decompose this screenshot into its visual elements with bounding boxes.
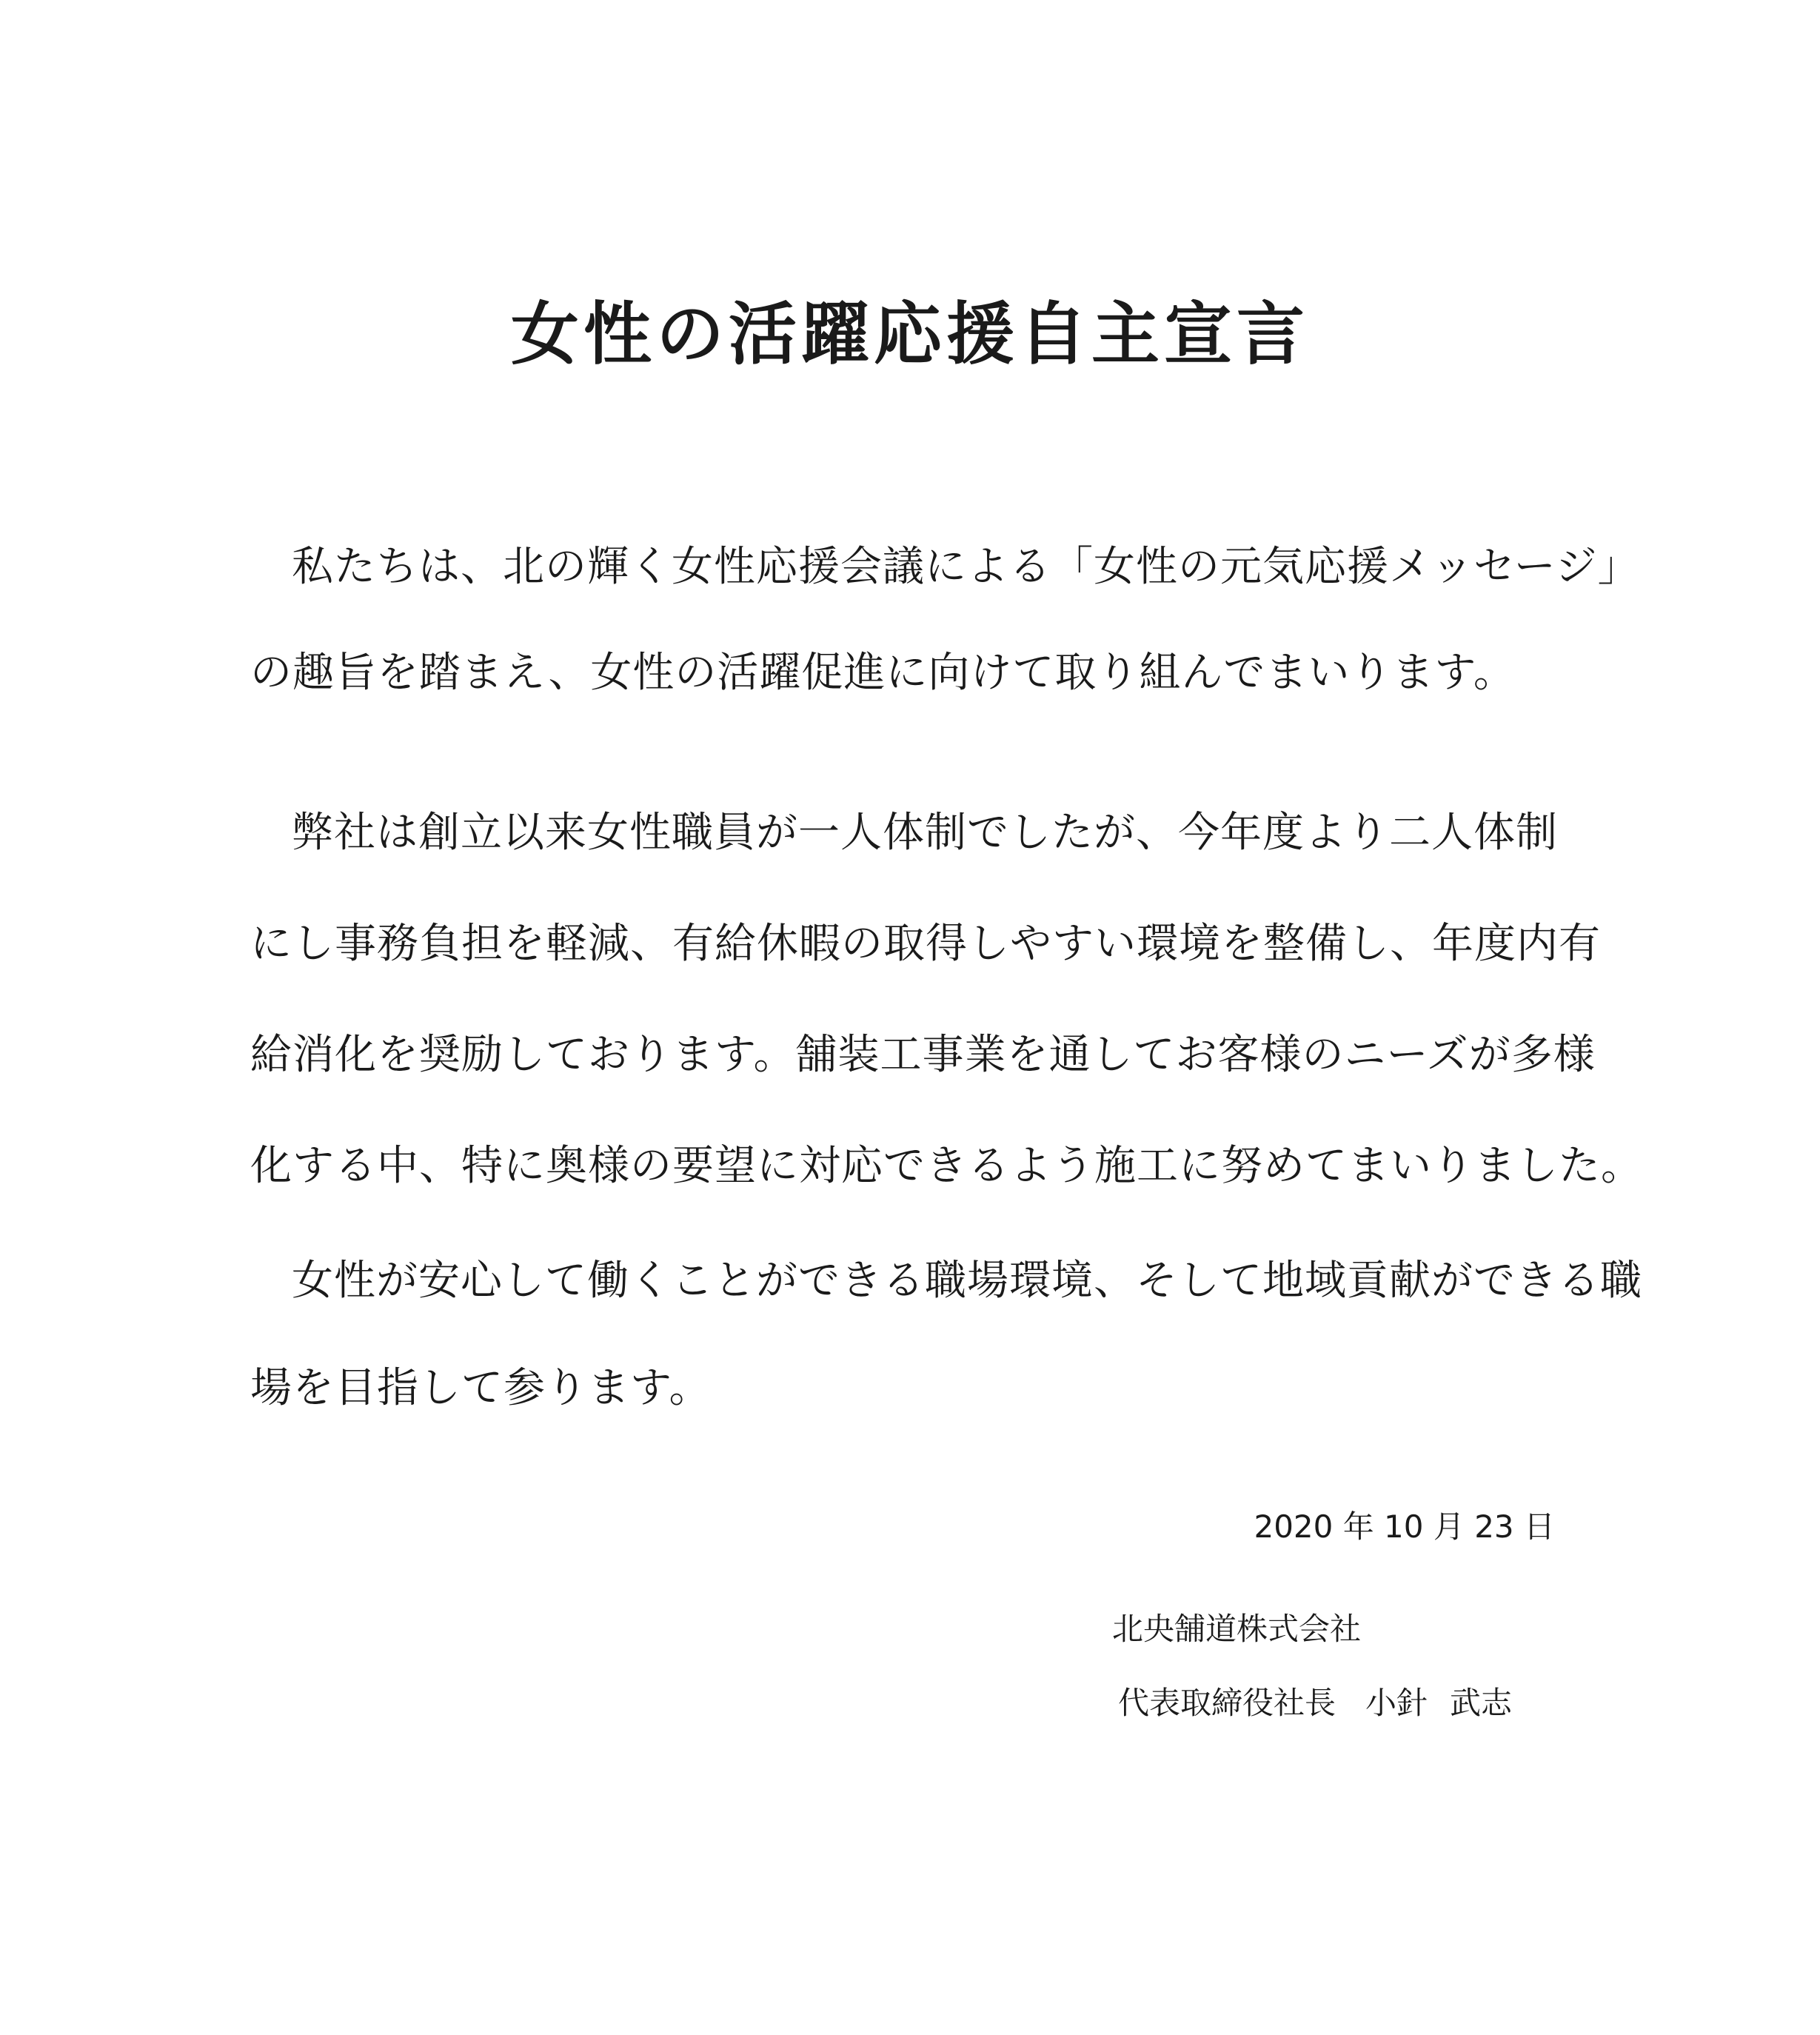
signatory-position: 代表取締役社長 (1118, 1685, 1336, 1721)
paragraph-3-line-1: 女性が安心して働くことができる職場環境、そして地域貢献ができる職 (292, 1257, 1642, 1305)
document-title: 女性の活躍応援自主宣言 (510, 295, 1309, 374)
signatory (1118, 1680, 1512, 1727)
paragraph-2-line-4: 化する中、特に奥様の要望に対応できるよう施工に努めてまいりました。 (250, 1142, 1643, 1190)
document-date: 2020 年 10 月 23 日 (1254, 1508, 1555, 1545)
paragraph-2-line-1: 弊社は創立以来女性職員が一人体制でしたが、今年度より二人体制 (292, 809, 1558, 857)
paragraph-2-line-3: 給消化を奨励しております。舗装工事業を通してお客様のニーズが多様 (250, 1031, 1596, 1079)
company-name: 北央舗道株式会社 (1112, 1611, 1362, 1647)
paragraph-1-line-1: 私たちは、北の輝く女性応援会議による「女性の元気応援メッセージ」 (292, 543, 1640, 591)
paragraph-2-line-2: にし事務負担を軽減、有給休暇の取得しやすい環境を整備し、年度内有 (250, 920, 1601, 968)
paragraph-1-line-2: の趣旨を踏まえ、女性の活躍促進に向けて取り組んでまいります。 (250, 649, 1516, 697)
signatory-given-name: 武志 (1450, 1685, 1513, 1721)
paragraph-3-line-2: 場を目指して参ります。 (250, 1364, 712, 1412)
signatory-surname: 小針 (1365, 1685, 1428, 1721)
